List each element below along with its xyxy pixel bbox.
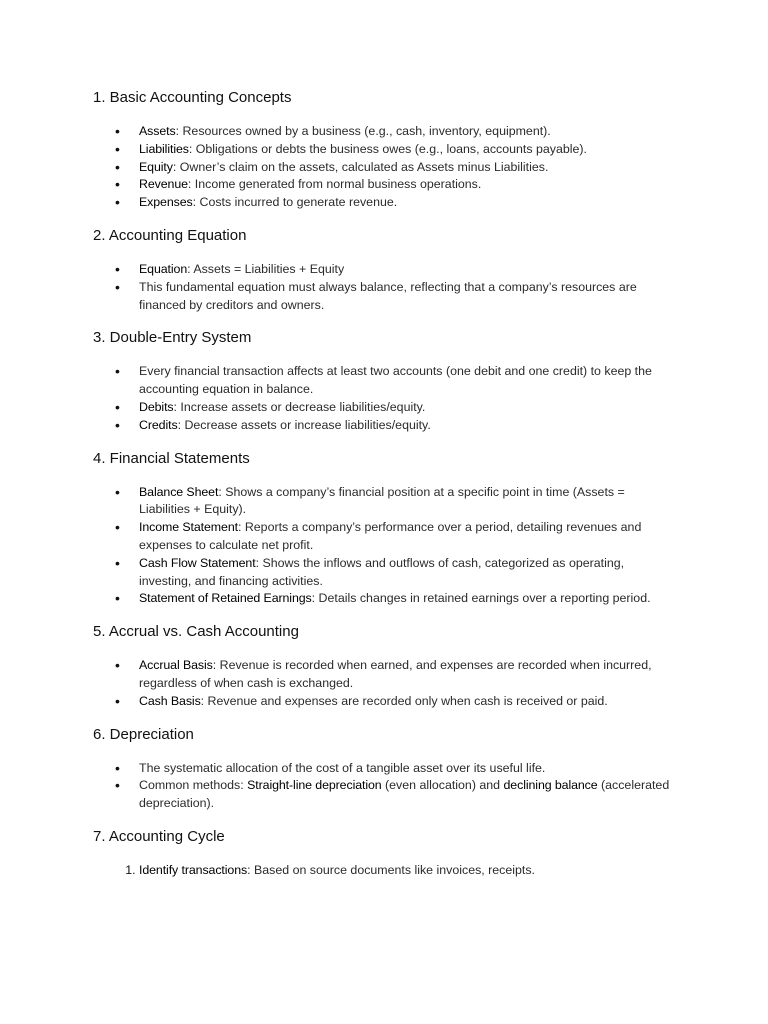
numbered-list [93, 862, 678, 880]
list-item [139, 417, 678, 435]
term: Cash Basis [139, 693, 201, 708]
term: Assets [139, 124, 176, 138]
term: Expenses [139, 195, 193, 210]
list-item [139, 590, 678, 608]
list-item [139, 141, 678, 159]
definition: : Decrease assets or increase liabilities/equity. [177, 417, 431, 432]
definition: : Resources owned by a business (e.g., cash, inventory, equipment). [175, 124, 551, 138]
section-heading: 1. Basic Accounting Concepts [93, 89, 292, 106]
definition: : Revenue is recorded when earned, and expenses are recorded when incurred, regardless of when cash is exchanged. [139, 658, 652, 690]
definition: : Reports a company’s performance over a period, detailing revenues and expenses to calculate net profit. [139, 520, 642, 552]
definition: (accelerated depreciation). [139, 778, 670, 811]
definition: : Obligations or debts the business owes (e.g., loans, accounts payable). [188, 141, 587, 156]
list-item [139, 777, 678, 813]
definition: : Costs incurred to generate revenue. [192, 195, 398, 210]
definition: : Details changes in retained earnings over a reporting period. [311, 591, 651, 606]
term: Identify transactions [139, 862, 248, 877]
term: Accrual Basis [139, 658, 213, 673]
list-item [139, 657, 678, 693]
bullet-list [93, 363, 678, 434]
section-heading: 7. Accounting Cycle [93, 827, 225, 845]
section-basic-concepts [93, 88, 678, 212]
definition: : Increase assets or decrease liabilities/equity. [173, 399, 426, 414]
definition: : Revenue and expenses are recorded only when cash is received or paid. [200, 693, 608, 708]
list-item [139, 555, 678, 591]
list-item [139, 363, 678, 399]
list-item [139, 760, 678, 778]
bullet-list [93, 261, 678, 314]
list-item [139, 484, 678, 520]
definition: The systematic allocation of the cost of a tangible asset over its useful life. [139, 760, 546, 775]
section-double-entry [93, 328, 678, 434]
section-depreciation [93, 725, 678, 813]
list-item [139, 123, 678, 141]
definition: : Assets = Liabilities + Equity [187, 261, 345, 276]
section-accrual-vs-cash [93, 622, 678, 710]
section-heading: 4. Financial Statements [93, 449, 250, 467]
list-item [139, 159, 678, 177]
list-item [139, 519, 678, 555]
term: Statement of Retained Earnings [139, 591, 312, 606]
list-item [139, 194, 678, 212]
section-heading: 5. Accrual vs. Cash Accounting [93, 623, 299, 641]
section-accounting-cycle [93, 827, 678, 880]
bullet-list [93, 123, 678, 212]
definition: Every financial transaction affects at least two accounts (one debit and one credit) to keep the accounting equation in balance. [139, 364, 652, 397]
term: Cash Flow Statement [139, 555, 256, 570]
definition: : Shows the inflows and outflows of cash, categorized as operating, investing, and financing activities. [139, 555, 625, 588]
definition: : Owner’s claim on the assets, calculated as Assets minus Liabilities. [172, 159, 549, 174]
term: Debits [139, 399, 174, 414]
definition: Common methods: [139, 778, 248, 793]
list-item [139, 693, 678, 711]
list-item [139, 399, 678, 417]
definition: : Shows a company’s financial position at a specific point in time (Assets = Liabilities + Equity). [139, 484, 625, 517]
term: Revenue [139, 177, 188, 192]
bullet-list [93, 760, 678, 813]
list-item [139, 261, 678, 279]
bullet-list [93, 484, 678, 609]
definition: This fundamental equation must always balance, reflecting that a company’s resources are financed by creditors and owners. [139, 279, 637, 312]
list-item [139, 862, 678, 880]
term: Equity [139, 159, 173, 174]
term: Balance Sheet [139, 484, 219, 499]
list-item [139, 176, 678, 194]
term: declining balance [503, 778, 598, 793]
section-heading: 3. Double-Entry System [93, 329, 252, 347]
definition: (even allocation) and [381, 778, 504, 793]
term: Straight-line depreciation [247, 778, 382, 793]
definition: : Income generated from normal business operations. [187, 177, 482, 192]
section-accounting-equation [93, 226, 678, 314]
bullet-list [93, 657, 678, 710]
definition: : Based on source documents like invoices, receipts. [247, 862, 535, 877]
term: Equation [139, 261, 188, 276]
list-item [139, 279, 678, 315]
section-heading: 6. Depreciation [93, 725, 194, 743]
section-heading: 2. Accounting Equation [93, 226, 247, 244]
term: Income Statement [139, 520, 238, 535]
section-financial-statements [93, 449, 678, 609]
term: Credits [139, 417, 178, 432]
term: Liabilities [139, 141, 189, 156]
